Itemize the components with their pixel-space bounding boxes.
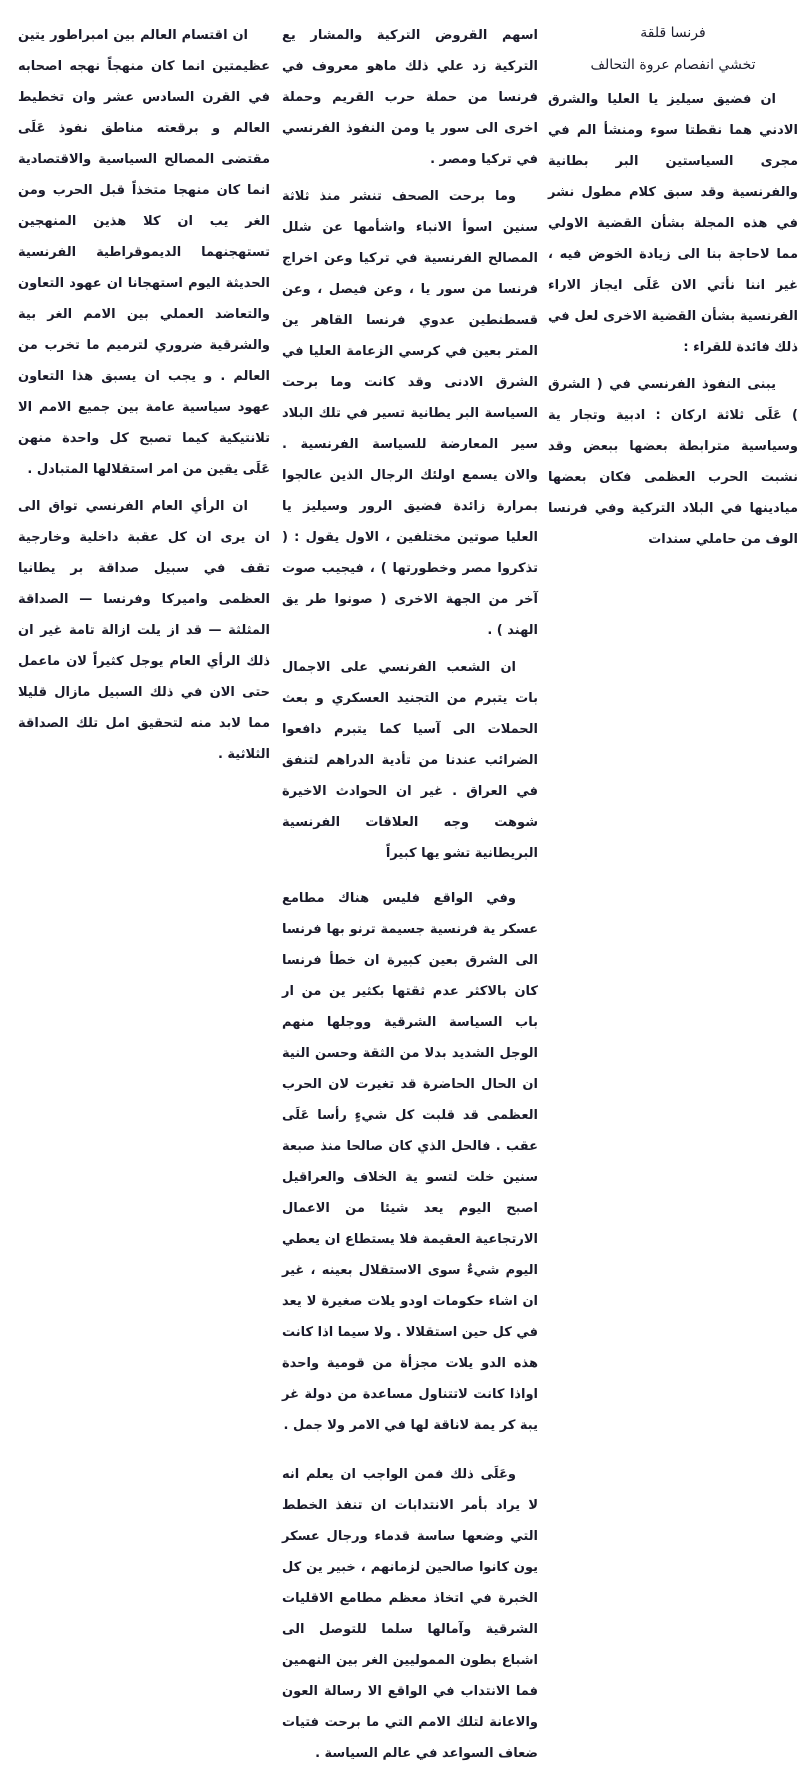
paragraph: وفي الواقع فليس هناك مطامع عسكر ية فرنسية جسيمة ترنو بها فرنسا الى الشرق بعين كبيرة ان خطأ فرنسا كان بالاكثر عدم ثقتها بكثير ين من ار باب السياسة الشرقية ووجلها منهم الوجل الشديد بدلا من الثقة وحسن النية ان الحال الحاضرة قد تغيرت لان الحرب العظمى قد قلبت كل شيءٍ رأسا عَلَى عقب . فالحل الذي كان صالحا منذ صبعة سنين خلت لتسو ية الخلاف والعراقيل اصبح اليوم يعد شيئا من الاعمال الارتجاعية العقيمة فلا يستطاع ان يعطي اليوم شيءٌ سوى الاستقلال بعينه ، غير ان اشاء حكومات اودو يلات صغيرة لا يعد في كل حين استقلالا . ولا سيما اذا كانت هذه الدو يلات مجزأة من قومية واحدة اواذا كانت لاتتناول مساعدة من دولة غر يبة كر يمة لاناقة لها في الامر ولا جمل .	[282, 891, 538, 1433]
paragraph: ان الشعب الفرنسي على الاجمال بات يتبرم من التجنيد العسكري و بعث الحملات الى آسيا كما يتبرم دافعوا الضرائب عندنا من تأدية الدراهم لتنفق في العراق . غير ان الحوادث الاخيرة شوهت وجه العلاقات الفرنسية البريطانية تشو يها كبيراً	[282, 660, 538, 861]
paragraph: ان اقتسام العالم بين امبراطور يتين عظيمتين انما كان منهجاً نهجه اصحابه في القرن السادس عشر وان تخطيط العالم و برقعته مناطق نفوذ عَلَى مقتضى المصالح السياسية والاقتصادية انما كان منهجا متخذاً قبل الحرب ومن الغر يب ان كلا هذين المنهجين تستهجنهما الديموقراطية الفرنسية الحديثة اليوم استهجانا ان عهود التعاون والتعاضد العملي بين الامم الغر بية والشرقية ضروري لترميم ما تخرب من العالم . و يجب ان يسبق هذا التعاون عهود سياسية عامة بين جميع الامم الا تلانتيكية كيما تصبح كل واحدة منهن عَلَى يقين من امر استقلالها المتبادل .	[18, 28, 270, 477]
article-title: فرنسا قلقة	[640, 25, 706, 41]
paragraph: وما برحت الصحف تنشر منذ ثلاثة سنين اسوأ الانباء واشأمها عن شلل المصالح الفرنسية في تركيا وعن اخراج فرنسا من سور يا ، وعن فيصل ، وعن قسطنطين عدوي فرنسا القاهر ين المتر بعين في كرسي الزعامة العليا في الشرق الادنى وقد كانت وما برحت السياسة البر يطانية تسير في تلك البلاد سير المعارضة للسياسة الفرنسية . والان يسمع اولئك الرجال الذين عالجوا بمرارة زائدة فضيق الرور وسيليز يا العليا صوتين مختلفين ، الاول يقول : ( تذكروا مصر وخطورتها ) ، فيجيب صوت آخر من الجهة الاخرى ( صونوا طر يق الهند ) .	[282, 189, 538, 638]
column-left	[18, 20, 270, 770]
column-middle	[282, 20, 538, 1769]
paragraph: يبنى النفوذ الفرنسي في ( الشرق ) عَلَى ثلاثة اركان : ادبية وتجار ية وسياسية مترابطة بعضها ببعض وقد نشبت الحرب العظمى فكان بعضها ميادينها في البلاد التركية وفي فرنسا الوف من حاملي سندات	[548, 377, 798, 547]
paragraph: اسهم القروض التركية والمشار يع التركية زد علي ذلك ماهو معروف في فرنسا من حملة حرب القريم وحملة اخرى الى سور يا ومن النفوذ الفرنسي في تركيا ومصر .	[282, 28, 538, 167]
paragraph: ان فضيق سيليز يا العليا والشرق الادني هما نقطتا سوء ومنشأ الم في مجرى السياستين البر بطانية والفرنسية وقد سبق كلام مطول نشر في هذه المجلة بشأن القضية الاولي مما لاحاجة بنا الى زيادة الخوض فيه ، غير اننا نأتي الان عَلَى ايجاز الاراء الفرنسية بشأن القضية الاخرى لعل في ذلك فائدة للقراء :	[548, 92, 798, 355]
paragraph: وعَلَى ذلك فمن الواجب ان يعلم انه لا يراد بأمر الانتدابات ان تنفذ الخطط التي وضعها ساسة قدماء ورجال عسكر يون كانوا صالحين لزمانهم ، خبير ين كل الخبرة في اتخاذ معظم مطامع الاقليات الشرقية وآمالها سلما للتوصل الى اشباع بطون المموليين الغر بين النهمين فما الانتداب في الواقع الا رسالة العون والاعانة لتلك الامم التي ما برحت فتيات ضعاف السواعد في عالم السياسة .	[282, 1467, 538, 1761]
paragraph: ان الرأي العام الفرنسي تواق الى ان يرى ان كل عقبة داخلية وخارجية تقف في سبيل صداقة بر يطانيا العظمى واميركا وفرنسا — الصداقة المثلثة — قد از يلت ازالة تامة غير ان ذلك الرأي العام يوجل كثيراً لان ماعمل حتى الان في ذلك السبيل مازال قليلا مما لابد منه لتحقيق امل تلك الصداقة الثلاثية .	[18, 499, 270, 762]
article-subtitle: تخشي انفصام عروة التحالف	[590, 57, 756, 73]
column-right	[548, 18, 798, 555]
